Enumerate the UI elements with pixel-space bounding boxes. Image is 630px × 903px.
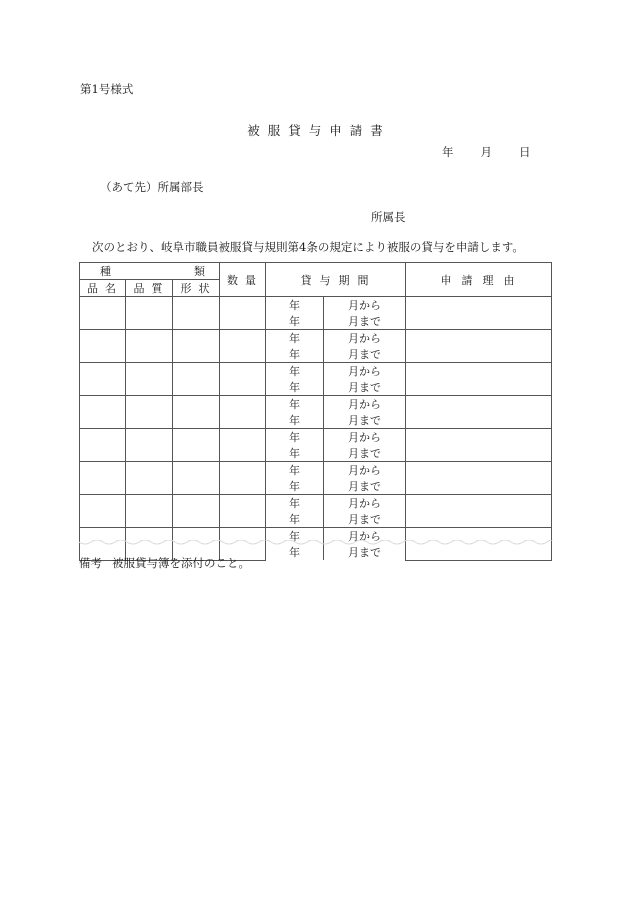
period-from-month[interactable]: 月から xyxy=(324,495,406,512)
period-until-year[interactable]: 年 xyxy=(266,511,324,528)
item-name-cell[interactable] xyxy=(80,330,126,363)
date-month-label: 月 xyxy=(480,145,492,159)
quantity-cell[interactable] xyxy=(220,363,266,396)
quantity-cell[interactable] xyxy=(220,495,266,528)
period-header: 貸与期間 xyxy=(266,263,406,297)
period-from-month[interactable]: 月から xyxy=(324,528,406,545)
quality-cell[interactable] xyxy=(126,495,173,528)
item-name-cell[interactable] xyxy=(80,462,126,495)
shape-cell[interactable] xyxy=(173,297,220,330)
reason-cell[interactable] xyxy=(406,330,552,363)
remarks-text: 被服貸与簿を添付のこと。 xyxy=(112,556,250,570)
shape-header: 形状 xyxy=(173,280,220,297)
period-from-month[interactable]: 月から xyxy=(324,363,406,380)
period-from-year[interactable]: 年 xyxy=(266,495,324,512)
sender: 所属長 xyxy=(371,210,406,224)
shape-cell[interactable] xyxy=(173,396,220,429)
table-row xyxy=(80,495,552,512)
item-name-cell[interactable] xyxy=(80,363,126,396)
item-name-header: 品名 xyxy=(80,280,126,297)
addressee: （あて先）所属部長 xyxy=(100,180,204,194)
torn-edge xyxy=(79,540,553,548)
table-row xyxy=(80,462,552,479)
reason-header: 申請理由 xyxy=(406,263,552,297)
reason-cell[interactable] xyxy=(406,363,552,396)
quality-cell[interactable] xyxy=(126,297,173,330)
quantity-cell[interactable] xyxy=(220,429,266,462)
period-from-year[interactable]: 年 xyxy=(266,528,324,545)
reason-cell[interactable] xyxy=(406,297,552,330)
kind-header xyxy=(80,263,220,280)
quantity-cell[interactable] xyxy=(220,462,266,495)
form-number: 第1号様式 xyxy=(80,82,134,96)
period-until-year[interactable]: 年 xyxy=(266,412,324,429)
request-statement: 次のとおり、岐阜市職員被服貸与規則第4条の規定により被服の貸与を申請します。 xyxy=(92,240,524,254)
kind-header-left: 種 xyxy=(100,265,111,278)
table-row xyxy=(80,396,552,413)
period-from-month[interactable]: 月から xyxy=(324,462,406,479)
period-until-month[interactable]: 月まで xyxy=(324,544,406,560)
reason-cell[interactable] xyxy=(406,495,552,528)
period-until-month[interactable]: 月まで xyxy=(324,346,406,363)
period-until-year[interactable]: 年 xyxy=(266,544,324,560)
quality-cell[interactable] xyxy=(126,330,173,363)
reason-cell[interactable] xyxy=(406,429,552,462)
quantity-cell[interactable] xyxy=(220,297,266,330)
quality-cell[interactable] xyxy=(126,429,173,462)
period-from-year[interactable]: 年 xyxy=(266,462,324,479)
shape-cell[interactable] xyxy=(173,495,220,528)
period-from-year[interactable]: 年 xyxy=(266,297,324,314)
shape-cell[interactable] xyxy=(173,429,220,462)
quantity-cell[interactable] xyxy=(220,330,266,363)
quantity-header: 数量 xyxy=(220,263,266,297)
date-day-label: 日 xyxy=(519,145,531,159)
period-from-month[interactable]: 月から xyxy=(324,297,406,314)
table-row xyxy=(80,363,552,380)
shape-cell[interactable] xyxy=(173,330,220,363)
period-until-year[interactable]: 年 xyxy=(266,346,324,363)
quality-cell[interactable] xyxy=(126,396,173,429)
period-from-year[interactable]: 年 xyxy=(266,330,324,347)
request-table xyxy=(79,262,552,561)
period-from-month[interactable]: 月から xyxy=(324,396,406,413)
item-name-cell[interactable] xyxy=(80,429,126,462)
item-name-cell[interactable] xyxy=(80,297,126,330)
period-until-month[interactable]: 月まで xyxy=(324,445,406,462)
document-title: 被服貸与申請書 xyxy=(247,123,391,138)
kind-header-right: 類 xyxy=(194,265,205,278)
date-year-label: 年 xyxy=(442,145,454,159)
period-from-year[interactable]: 年 xyxy=(266,396,324,413)
remarks-label: 備考 xyxy=(79,556,102,570)
table-row xyxy=(80,297,552,314)
quality-cell[interactable] xyxy=(126,363,173,396)
reason-cell[interactable] xyxy=(406,462,552,495)
period-until-month[interactable]: 月まで xyxy=(324,412,406,429)
period-until-month[interactable]: 月まで xyxy=(324,313,406,330)
period-until-month[interactable]: 月まで xyxy=(324,511,406,528)
period-until-year[interactable]: 年 xyxy=(266,478,324,495)
quality-header: 品質 xyxy=(126,280,173,297)
reason-cell[interactable] xyxy=(406,396,552,429)
quantity-cell[interactable] xyxy=(220,396,266,429)
period-until-year[interactable]: 年 xyxy=(266,313,324,330)
date-line xyxy=(442,144,531,160)
item-name-cell[interactable] xyxy=(80,396,126,429)
period-until-year[interactable]: 年 xyxy=(266,379,324,396)
shape-cell[interactable] xyxy=(173,462,220,495)
period-from-year[interactable]: 年 xyxy=(266,363,324,380)
period-from-month[interactable]: 月から xyxy=(324,429,406,446)
period-until-month[interactable]: 月まで xyxy=(324,379,406,396)
quality-cell[interactable] xyxy=(126,462,173,495)
period-from-month[interactable]: 月から xyxy=(324,330,406,347)
table-row xyxy=(80,330,552,347)
period-until-month[interactable]: 月まで xyxy=(324,478,406,495)
shape-cell[interactable] xyxy=(173,363,220,396)
item-name-cell[interactable] xyxy=(80,495,126,528)
table-row xyxy=(80,429,552,446)
period-from-year[interactable]: 年 xyxy=(266,429,324,446)
remarks xyxy=(79,555,250,571)
period-until-year[interactable]: 年 xyxy=(266,445,324,462)
